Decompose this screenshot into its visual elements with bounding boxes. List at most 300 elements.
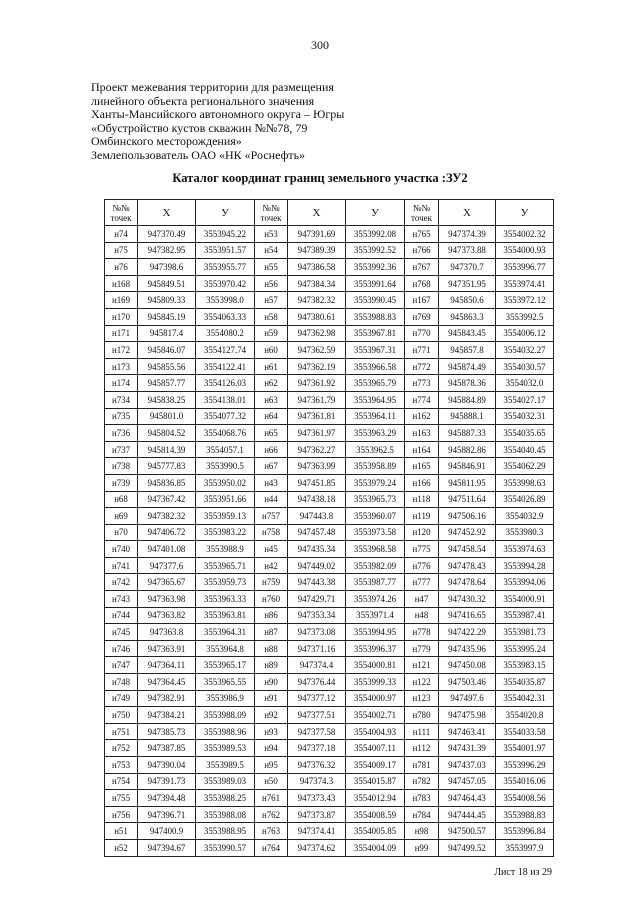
y-coordinate-cell: 3554026.89 — [496, 491, 554, 508]
y-coordinate-cell: 3553996.29 — [496, 757, 554, 774]
table-row — [105, 524, 554, 541]
table-row — [105, 740, 554, 757]
x-coordinate-cell: 947463.41 — [439, 723, 496, 740]
x-coordinate-cell: 947443.38 — [288, 574, 346, 591]
x-coordinate-cell: 947361.97 — [288, 425, 346, 442]
y-coordinate-cell: 3553963.29 — [346, 425, 405, 442]
table-row — [105, 690, 554, 707]
point-id-cell: н45 — [255, 541, 288, 558]
point-id-cell: н754 — [105, 773, 138, 790]
page-number: 300 — [311, 38, 329, 52]
x-coordinate-cell: 947363.98 — [138, 591, 196, 608]
y-coordinate-cell: 3553997.9 — [496, 839, 554, 856]
x-coordinate-cell: 945838.25 — [138, 391, 196, 408]
y-coordinate-cell: 3554016.06 — [496, 773, 554, 790]
x-coordinate-cell: 947362.59 — [288, 342, 346, 359]
x-coordinate-cell: 947361.92 — [288, 375, 346, 392]
table-row — [105, 441, 554, 458]
point-id-cell: н771 — [405, 342, 439, 359]
x-coordinate-cell: 947363.99 — [288, 458, 346, 475]
x-coordinate-cell: 947351.95 — [439, 275, 496, 292]
x-coordinate-cell: 947374.62 — [288, 839, 346, 856]
table-row — [105, 275, 554, 292]
point-id-cell: н62 — [255, 375, 288, 392]
x-coordinate-cell: 947373.43 — [288, 790, 346, 807]
table-row — [105, 541, 554, 558]
x-coordinate-cell: 947363.8 — [138, 624, 196, 641]
point-id-cell: н173 — [105, 358, 138, 375]
point-id-cell: н51 — [105, 823, 138, 840]
y-coordinate-cell: 3554032.0 — [496, 375, 554, 392]
y-coordinate-cell: 3554008.59 — [346, 806, 405, 823]
header-line: Ханты-Мансийского автономного округа – Югры — [91, 107, 345, 122]
point-id-cell: н64 — [255, 408, 288, 425]
point-id-cell: н750 — [105, 707, 138, 724]
y-coordinate-cell: 3553994.06 — [496, 574, 554, 591]
y-coordinate-cell: 3553973.58 — [346, 524, 405, 541]
y-coordinate-cell: 3553960.07 — [346, 508, 405, 525]
x-coordinate-cell: 947387.85 — [138, 740, 196, 757]
x-coordinate-cell: 947430.32 — [439, 591, 496, 608]
x-coordinate-cell: 947389.39 — [288, 242, 346, 259]
table-row — [105, 358, 554, 375]
x-coordinate-cell: 947443.8 — [288, 508, 346, 525]
x-coordinate-cell: 947464.43 — [439, 790, 496, 807]
table-row — [105, 375, 554, 392]
header-y-col: У — [196, 200, 255, 226]
point-id-cell: н778 — [405, 624, 439, 641]
y-coordinate-cell: 3553979.24 — [346, 474, 405, 491]
x-coordinate-cell: 947506.16 — [439, 508, 496, 525]
point-id-cell: н747 — [105, 657, 138, 674]
point-id-cell: н98 — [405, 823, 439, 840]
x-coordinate-cell: 947398.6 — [138, 259, 196, 276]
point-id-cell: н67 — [255, 458, 288, 475]
point-id-cell: н770 — [405, 325, 439, 342]
y-coordinate-cell: 3553983.22 — [196, 524, 255, 541]
point-id-cell: н86 — [255, 607, 288, 624]
y-coordinate-cell: 3554033.58 — [496, 723, 554, 740]
x-coordinate-cell: 947370.49 — [138, 226, 196, 243]
table-row — [105, 474, 554, 491]
y-coordinate-cell: 3554063.33 — [196, 308, 255, 325]
x-coordinate-cell: 947365.67 — [138, 574, 196, 591]
y-coordinate-cell: 3554080.2 — [196, 325, 255, 342]
point-id-cell: н121 — [405, 657, 439, 674]
table-row — [105, 308, 554, 325]
point-id-cell: н50 — [255, 773, 288, 790]
y-coordinate-cell: 3553963.81 — [196, 607, 255, 624]
table-row — [105, 674, 554, 691]
y-coordinate-cell: 3553989.03 — [196, 773, 255, 790]
x-coordinate-cell: 947475.98 — [439, 707, 496, 724]
point-id-cell: н738 — [105, 458, 138, 475]
point-id-cell: н763 — [255, 823, 288, 840]
x-coordinate-cell: 947370.7 — [439, 259, 496, 276]
header-line: Омбинского месторождения» — [91, 134, 242, 149]
y-coordinate-cell: 3554002.71 — [346, 707, 405, 724]
table-row — [105, 607, 554, 624]
point-id-cell: н170 — [105, 308, 138, 325]
x-coordinate-cell: 947373.88 — [439, 242, 496, 259]
y-coordinate-cell: 3553996.84 — [496, 823, 554, 840]
point-id-cell: н120 — [405, 524, 439, 541]
x-coordinate-cell: 945843.45 — [439, 325, 496, 342]
point-id-cell: н70 — [105, 524, 138, 541]
y-coordinate-cell: 3554077.32 — [196, 408, 255, 425]
y-coordinate-cell: 3553992.36 — [346, 259, 405, 276]
x-coordinate-cell: 947478.43 — [439, 557, 496, 574]
y-coordinate-cell: 3553983.15 — [496, 657, 554, 674]
y-coordinate-cell: 3553990.5 — [196, 458, 255, 475]
point-id-cell: н773 — [405, 375, 439, 392]
y-coordinate-cell: 3553986.9 — [196, 690, 255, 707]
y-coordinate-cell: 3553974.41 — [496, 275, 554, 292]
point-id-cell: н756 — [105, 806, 138, 823]
y-coordinate-cell: 3553980.3 — [496, 524, 554, 541]
x-coordinate-cell: 947362.19 — [288, 358, 346, 375]
point-id-cell: н119 — [405, 508, 439, 525]
point-id-cell: н768 — [405, 275, 439, 292]
y-coordinate-cell: 3553959.13 — [196, 508, 255, 525]
y-coordinate-cell: 3553996.37 — [346, 640, 405, 657]
table-row — [105, 325, 554, 342]
x-coordinate-cell: 945857.77 — [138, 375, 196, 392]
y-coordinate-cell: 3553964.31 — [196, 624, 255, 641]
y-coordinate-cell: 3554002.32 — [496, 226, 554, 243]
table-row — [105, 806, 554, 823]
point-id-cell: н779 — [405, 640, 439, 657]
header-x-col: Х — [439, 200, 496, 226]
point-id-cell: н60 — [255, 342, 288, 359]
point-id-cell: н753 — [105, 757, 138, 774]
point-id-cell: н751 — [105, 723, 138, 740]
point-id-cell: н111 — [405, 723, 439, 740]
header-line: Землепользователь ОАО «НК «Роснефть» — [91, 147, 306, 162]
y-coordinate-cell: 3554027.17 — [496, 391, 554, 408]
x-coordinate-cell: 945804.52 — [138, 425, 196, 442]
y-coordinate-cell: 3554012.94 — [346, 790, 405, 807]
point-id-cell: н93 — [255, 723, 288, 740]
table-row — [105, 259, 554, 276]
x-coordinate-cell: 947497.6 — [439, 690, 496, 707]
x-coordinate-cell: 947373.87 — [288, 806, 346, 823]
point-id-cell: н755 — [105, 790, 138, 807]
y-coordinate-cell: 3554000.93 — [496, 242, 554, 259]
x-coordinate-cell: 947374.3 — [288, 773, 346, 790]
x-coordinate-cell: 947396.71 — [138, 806, 196, 823]
x-coordinate-cell: 945884.89 — [439, 391, 496, 408]
x-coordinate-cell: 947400.9 — [138, 823, 196, 840]
table-row — [105, 574, 554, 591]
point-id-cell: н61 — [255, 358, 288, 375]
point-id-cell: н43 — [255, 474, 288, 491]
table-row — [105, 425, 554, 442]
x-coordinate-cell: 947422.29 — [439, 624, 496, 641]
y-coordinate-cell: 3554032.9 — [496, 508, 554, 525]
table-row — [105, 723, 554, 740]
point-id-cell: н76 — [105, 259, 138, 276]
x-coordinate-cell: 947386.58 — [288, 259, 346, 276]
x-coordinate-cell: 945814.39 — [138, 441, 196, 458]
header-x-col: Х — [288, 200, 346, 226]
y-coordinate-cell: 3553974.63 — [496, 541, 554, 558]
point-id-cell: н88 — [255, 640, 288, 657]
header-y-col: У — [346, 200, 405, 226]
y-coordinate-cell: 3554001.97 — [496, 740, 554, 757]
x-coordinate-cell: 947457.05 — [439, 773, 496, 790]
point-id-cell: н739 — [105, 474, 138, 491]
point-id-cell: н58 — [255, 308, 288, 325]
point-id-cell: н744 — [105, 607, 138, 624]
point-id-cell: н742 — [105, 574, 138, 591]
table-row — [105, 640, 554, 657]
point-id-cell: н42 — [255, 557, 288, 574]
x-coordinate-cell: 947371.16 — [288, 640, 346, 657]
x-coordinate-cell: 947380.61 — [288, 308, 346, 325]
y-coordinate-cell: 3553988.08 — [196, 806, 255, 823]
point-id-cell: н162 — [405, 408, 439, 425]
point-id-cell: н94 — [255, 740, 288, 757]
y-coordinate-cell: 3553955.77 — [196, 259, 255, 276]
table-row — [105, 491, 554, 508]
y-coordinate-cell: 3553970.42 — [196, 275, 255, 292]
table-row — [105, 292, 554, 309]
x-coordinate-cell: 945855.56 — [138, 358, 196, 375]
x-coordinate-cell: 945878.36 — [439, 375, 496, 392]
x-coordinate-cell: 947394.67 — [138, 839, 196, 856]
point-id-cell: н167 — [405, 292, 439, 309]
point-id-cell: н118 — [405, 491, 439, 508]
point-id-cell: н89 — [255, 657, 288, 674]
x-coordinate-cell: 947452.92 — [439, 524, 496, 541]
table-row — [105, 839, 554, 856]
y-coordinate-cell: 3554127.74 — [196, 342, 255, 359]
point-id-cell: н169 — [105, 292, 138, 309]
y-coordinate-cell: 3553965.55 — [196, 674, 255, 691]
point-id-cell: н743 — [105, 591, 138, 608]
x-coordinate-cell: 947435.34 — [288, 541, 346, 558]
y-coordinate-cell: 3554007.11 — [346, 740, 405, 757]
y-coordinate-cell: 3553964.95 — [346, 391, 405, 408]
point-id-cell: н740 — [105, 541, 138, 558]
x-coordinate-cell: 947382.32 — [138, 508, 196, 525]
y-coordinate-cell: 3553945.22 — [196, 226, 255, 243]
table-header-row — [105, 200, 554, 226]
y-coordinate-cell: 3553992.5 — [496, 308, 554, 325]
point-id-cell: н775 — [405, 541, 439, 558]
y-coordinate-cell: 3554032.27 — [496, 342, 554, 359]
point-id-cell: н90 — [255, 674, 288, 691]
x-coordinate-cell: 947377.18 — [288, 740, 346, 757]
point-id-cell: н57 — [255, 292, 288, 309]
y-coordinate-cell: 3553962.5 — [346, 441, 405, 458]
x-coordinate-cell: 947363.82 — [138, 607, 196, 624]
x-coordinate-cell: 947394.48 — [138, 790, 196, 807]
y-coordinate-cell: 3553992.52 — [346, 242, 405, 259]
y-coordinate-cell: 3553994.95 — [346, 624, 405, 641]
point-id-cell: н757 — [255, 508, 288, 525]
y-coordinate-cell: 3554000.81 — [346, 657, 405, 674]
table-row — [105, 391, 554, 408]
x-coordinate-cell: 945849.51 — [138, 275, 196, 292]
point-id-cell: н736 — [105, 425, 138, 442]
y-coordinate-cell: 3554006.12 — [496, 325, 554, 342]
table-body — [105, 226, 554, 857]
x-coordinate-cell: 947353.34 — [288, 607, 346, 624]
x-coordinate-cell: 947382.91 — [138, 690, 196, 707]
y-coordinate-cell: 3553967.31 — [346, 342, 405, 359]
table-row — [105, 773, 554, 790]
table-row — [105, 707, 554, 724]
y-coordinate-cell: 3553968.58 — [346, 541, 405, 558]
table-row — [105, 591, 554, 608]
x-coordinate-cell: 945817.4 — [138, 325, 196, 342]
y-coordinate-cell: 3553951.66 — [196, 491, 255, 508]
y-coordinate-cell: 3553994.28 — [496, 557, 554, 574]
x-coordinate-cell: 947361.81 — [288, 408, 346, 425]
x-coordinate-cell: 947364.11 — [138, 657, 196, 674]
point-id-cell: н174 — [105, 375, 138, 392]
x-coordinate-cell: 945836.85 — [138, 474, 196, 491]
table-row — [105, 508, 554, 525]
x-coordinate-cell: 947384.21 — [138, 707, 196, 724]
point-id-cell: н769 — [405, 308, 439, 325]
y-coordinate-cell: 3553964.11 — [346, 408, 405, 425]
point-id-cell: н54 — [255, 242, 288, 259]
x-coordinate-cell: 947500.57 — [439, 823, 496, 840]
header-point-col: №№ точек — [405, 200, 439, 226]
point-id-cell: н95 — [255, 757, 288, 774]
y-coordinate-cell: 3554040.45 — [496, 441, 554, 458]
point-id-cell: н164 — [405, 441, 439, 458]
y-coordinate-cell: 3553950.02 — [196, 474, 255, 491]
coordinates-table — [104, 199, 554, 857]
x-coordinate-cell: 945857.8 — [439, 342, 496, 359]
point-id-cell: н774 — [405, 391, 439, 408]
point-id-cell: н735 — [105, 408, 138, 425]
point-id-cell: н784 — [405, 806, 439, 823]
x-coordinate-cell: 947362.27 — [288, 441, 346, 458]
x-coordinate-cell: 947449.02 — [288, 557, 346, 574]
point-id-cell: н760 — [255, 591, 288, 608]
point-id-cell: н758 — [255, 524, 288, 541]
y-coordinate-cell: 3553965.17 — [196, 657, 255, 674]
x-coordinate-cell: 947376.32 — [288, 757, 346, 774]
table-row — [105, 458, 554, 475]
y-coordinate-cell: 3553988.95 — [196, 823, 255, 840]
point-id-cell: н66 — [255, 441, 288, 458]
x-coordinate-cell: 947406.72 — [138, 524, 196, 541]
point-id-cell: н761 — [255, 790, 288, 807]
x-coordinate-cell: 947437.03 — [439, 757, 496, 774]
x-coordinate-cell: 945845.19 — [138, 308, 196, 325]
x-coordinate-cell: 947374.4 — [288, 657, 346, 674]
x-coordinate-cell: 947362.98 — [288, 325, 346, 342]
y-coordinate-cell: 3553987.77 — [346, 574, 405, 591]
point-id-cell: н53 — [255, 226, 288, 243]
x-coordinate-cell: 947391.69 — [288, 226, 346, 243]
y-coordinate-cell: 3554000.97 — [346, 690, 405, 707]
y-coordinate-cell: 3554005.85 — [346, 823, 405, 840]
y-coordinate-cell: 3554138.01 — [196, 391, 255, 408]
x-coordinate-cell: 947478.64 — [439, 574, 496, 591]
y-coordinate-cell: 3553965.71 — [196, 557, 255, 574]
y-coordinate-cell: 3554057.1 — [196, 441, 255, 458]
x-coordinate-cell: 947438.18 — [288, 491, 346, 508]
table-row — [105, 790, 554, 807]
point-id-cell: н759 — [255, 574, 288, 591]
point-id-cell: н782 — [405, 773, 439, 790]
x-coordinate-cell: 945811.95 — [439, 474, 496, 491]
header-line: Проект межевания территории для размещения — [91, 80, 334, 94]
point-id-cell: н47 — [405, 591, 439, 608]
point-id-cell: н777 — [405, 574, 439, 591]
point-id-cell: н168 — [105, 275, 138, 292]
point-id-cell: н752 — [105, 740, 138, 757]
y-coordinate-cell: 3554009.17 — [346, 757, 405, 774]
x-coordinate-cell: 945863.3 — [439, 308, 496, 325]
point-id-cell: н171 — [105, 325, 138, 342]
point-id-cell: н99 — [405, 839, 439, 856]
x-coordinate-cell: 947377.6 — [138, 557, 196, 574]
point-id-cell: н767 — [405, 259, 439, 276]
point-id-cell: н122 — [405, 674, 439, 691]
x-coordinate-cell: 947382.95 — [138, 242, 196, 259]
point-id-cell: н780 — [405, 707, 439, 724]
project-header — [91, 81, 344, 163]
point-id-cell: н734 — [105, 391, 138, 408]
x-coordinate-cell: 947377.51 — [288, 707, 346, 724]
y-coordinate-cell: 3553965.73 — [346, 491, 405, 508]
point-id-cell: н112 — [405, 740, 439, 757]
x-coordinate-cell: 947377.12 — [288, 690, 346, 707]
x-coordinate-cell: 947363.91 — [138, 640, 196, 657]
y-coordinate-cell: 3553992.08 — [346, 226, 405, 243]
y-coordinate-cell: 3554015.87 — [346, 773, 405, 790]
point-id-cell: н745 — [105, 624, 138, 641]
point-id-cell: н741 — [105, 557, 138, 574]
point-id-cell: н163 — [405, 425, 439, 442]
table-row — [105, 757, 554, 774]
x-coordinate-cell: 945801.0 — [138, 408, 196, 425]
x-coordinate-cell: 947374.39 — [439, 226, 496, 243]
y-coordinate-cell: 3554004.09 — [346, 839, 405, 856]
y-coordinate-cell: 3553988.83 — [346, 308, 405, 325]
y-coordinate-cell: 3554122.41 — [196, 358, 255, 375]
y-coordinate-cell: 3553999.33 — [346, 674, 405, 691]
table-row — [105, 226, 554, 243]
x-coordinate-cell: 945888.1 — [439, 408, 496, 425]
y-coordinate-cell: 3553988.09 — [196, 707, 255, 724]
table-row — [105, 408, 554, 425]
x-coordinate-cell: 947457.48 — [288, 524, 346, 541]
y-coordinate-cell: 3553991.64 — [346, 275, 405, 292]
point-id-cell: н44 — [255, 491, 288, 508]
point-id-cell: н91 — [255, 690, 288, 707]
y-coordinate-cell: 3553987.41 — [496, 607, 554, 624]
x-coordinate-cell: 945874.49 — [439, 358, 496, 375]
y-coordinate-cell: 3553998.0 — [196, 292, 255, 309]
x-coordinate-cell: 947499.52 — [439, 839, 496, 856]
x-coordinate-cell: 947451.85 — [288, 474, 346, 491]
y-coordinate-cell: 3554035.65 — [496, 425, 554, 442]
header-point-col: №№ точек — [105, 200, 138, 226]
header-y-col: У — [496, 200, 554, 226]
point-id-cell: н166 — [405, 474, 439, 491]
x-coordinate-cell: 947401.08 — [138, 541, 196, 558]
x-coordinate-cell: 945846.07 — [138, 342, 196, 359]
